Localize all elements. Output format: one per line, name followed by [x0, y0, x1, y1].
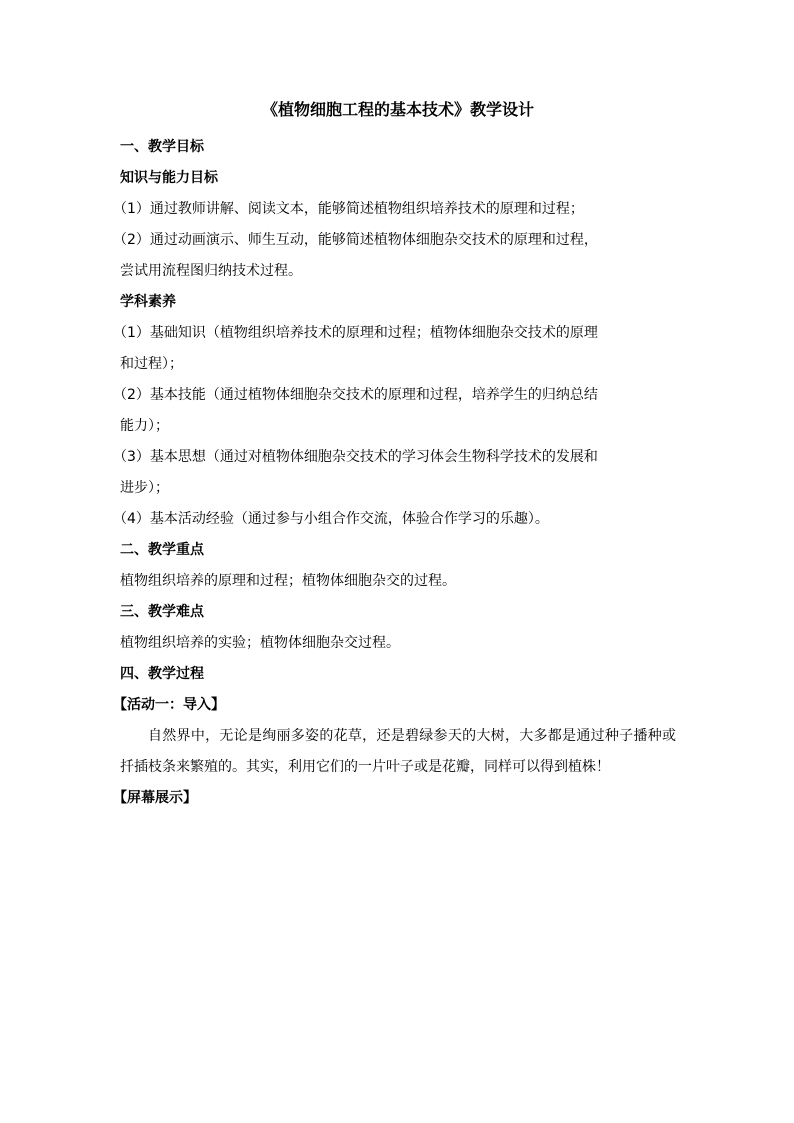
- section-heading-difficulties: 三、教学难点: [120, 604, 204, 620]
- subheading-literacy: 学科素养: [120, 294, 176, 310]
- difficulties-text: 植物组织培养的实验；植物体细胞杂交过程。: [120, 635, 400, 651]
- objective-item-1: （1）通过教师讲解、阅读文本，能够简述植物组织培养技术的原理和过程；: [113, 201, 584, 217]
- literacy-item-4: （4）基本活动经验（通过参与小组合作交流，体验合作学习的乐趣）。: [113, 511, 549, 527]
- key-points-text: 植物组织培养的原理和过程；植物体细胞杂交的过程。: [120, 573, 456, 589]
- literacy-item-3-cont: 进步）；: [120, 480, 169, 496]
- literacy-item-3: （3）基本思想（通过对植物体细胞杂交技术的学习体会生物科学技术的发展和: [113, 449, 598, 465]
- objective-item-2-cont: 尝试用流程图归纳技术过程。: [120, 263, 302, 279]
- activity-heading: 【活动一：导入】: [113, 697, 225, 713]
- screen-display-heading: 【屏幕展示】: [113, 790, 197, 806]
- objective-item-2: （2）通过动画演示、师生互动，能够简述植物体细胞杂交技术的原理和过程，: [113, 232, 598, 248]
- literacy-item-1-cont: 和过程）；: [120, 356, 183, 372]
- document-page: [113, 98, 676, 814]
- activity-paragraph: 自然界中，无论是绚丽多姿的花草，还是碧绿参天的大树，大多都是通过种子播种或扦插枝条来繁殖的。其实，利用它们的一片叶子或是花瓣，同样可以得到植株！: [120, 728, 676, 775]
- literacy-item-1: （1）基础知识（植物组织培养技术的原理和过程；植物体细胞杂交技术的原理: [113, 325, 598, 341]
- literacy-item-2-cont: 能力）；: [120, 418, 169, 434]
- document-title: 《植物细胞工程的基本技术》教学设计: [261, 100, 534, 119]
- section-heading-key-points: 二、教学重点: [120, 542, 204, 558]
- subheading-knowledge-ability: 知识与能力目标: [120, 170, 218, 186]
- section-heading-objectives: 一、教学目标: [120, 139, 204, 155]
- literacy-item-2: （2）基本技能（通过植物体细胞杂交技术的原理和过程，培养学生的归纳总结: [113, 387, 598, 403]
- section-heading-process: 四、教学过程: [120, 666, 204, 682]
